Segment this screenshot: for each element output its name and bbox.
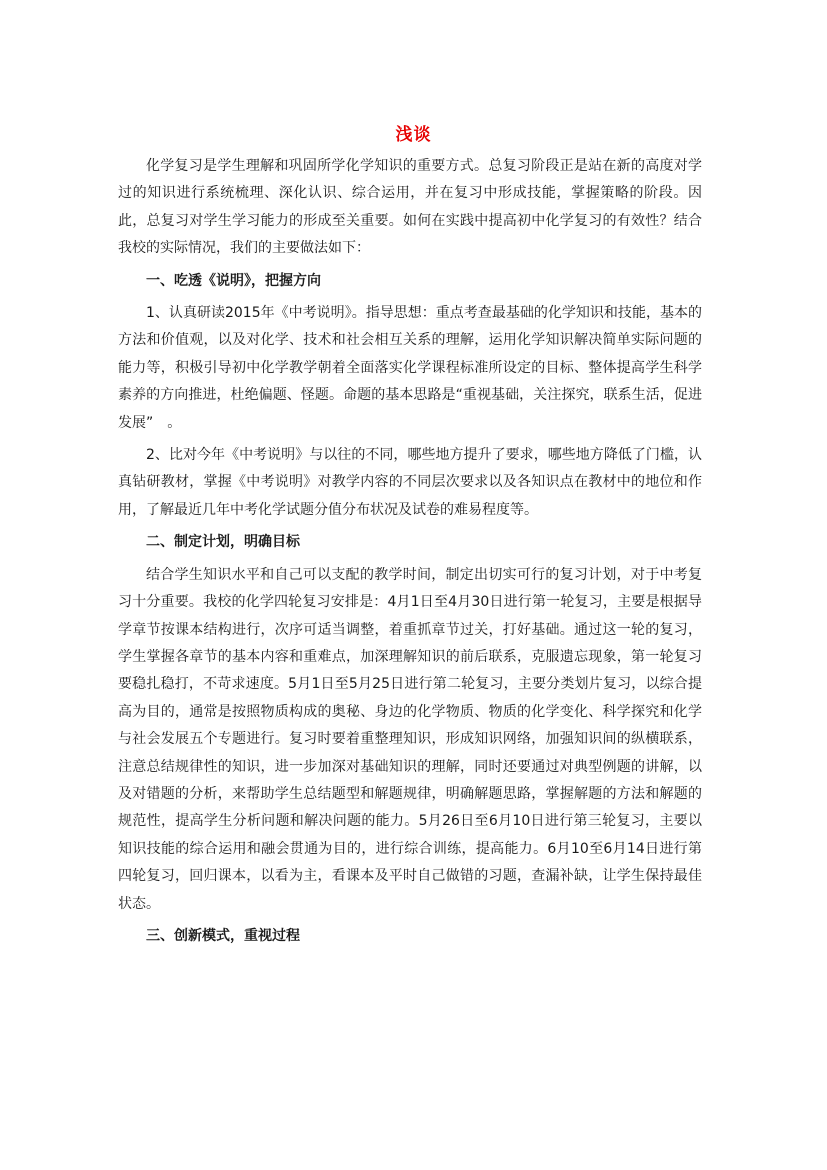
section-2-paragraph-1: 结合学生知识水平和自己可以支配的教学时间，制定出切实可行的复习计划，对于中考复习十分重要。我校的化学四轮复习安排是：4月1日至4月30日进行第一轮复习，主要是根据导学章节按课本结构进行，次序可适当调整，着重抓章节过关，打好基础。通过这一轮的复习，学生掌握各章节的基本内容和重难点，加深理解知识的前后联系，克服遗忘现象，第一轮复习要稳扎稳打，不苛求速度。5月1日至5月25日进行第二轮复习，主要分类划片复习，以综合提高为目的，通常是按照物质构成的奥秘、身边的化学物质、物质的化学变化、科学探究和化学与社会发展五个专题进行。复习时要着重整理知识，形成知识网络，加强知识间的纵横联系，注意总结规律性的知识，进一步加深对基础知识的理解，同时还要通过对典型例题的讲解，以及对错题的分析，来帮助学生总结题型和解题规律，明确解题思路，掌握解题的方法和解题的规范性，提高学生分析问题和解决问题的能力。5月26日至6月10日进行第三轮复习，主要以知识技能的综合运用和融会贯通为目的，进行综合训练，提高能力。6月10至6月14日进行第四轮复习，回归课本，以看为主，看课本及平时自己做错的习题，查漏补缺，让学生保持最佳状态。 xyxy=(118,566,702,912)
section-2-heading: 二、制定计划，明确目标 xyxy=(146,534,300,551)
intro-paragraph: 化学复习是学生理解和巩固所学化学知识的重要方式。总复习阶段正是站在新的高度对学过的知识进行系统梳理、深化认识、综合运用，并在复习中形成技能，掌握策略的阶段。因此，总复习对学生学习能力的形成至关重要。如何在实践中提高初中化学复习的有效性？结合我校的实际情况，我们的主要做法如下： xyxy=(118,158,702,257)
section-1-heading: 一、吃透《说明》，把握方向 xyxy=(146,272,321,289)
section-3-heading: 三、创新模式，重视过程 xyxy=(146,927,300,944)
document-body xyxy=(118,153,702,955)
section-1-paragraph-1: 1、认真研读2015年《中考说明》。指导思想：重点考查最基础的化学知识和技能，基本的方法和价值观，以及对化学、技术和社会相互关系的理解，运用化学知识解决简单实际问题的能力等，积极引导初中化学教学朝着全面落实化学课程标准所设定的目标、整体提高学生科学素养的方向推进，杜绝偏题、怪题。命题的基本思路是“重视基础，关注探究，联系生活，促进发展” 。 xyxy=(118,305,702,431)
section-1-paragraph-2: 2、比对今年《中考说明》与以往的不同，哪些地方提升了要求，哪些地方降低了门槛，认真钻研教材，掌握《中考说明》对教学内容的不同层次要求以及各知识点在教材中的地位和作用，了解最近几年中考化学试题分值分布状况及试卷的难易程度等。 xyxy=(118,447,702,518)
document-title: 浅谈 xyxy=(395,125,432,145)
